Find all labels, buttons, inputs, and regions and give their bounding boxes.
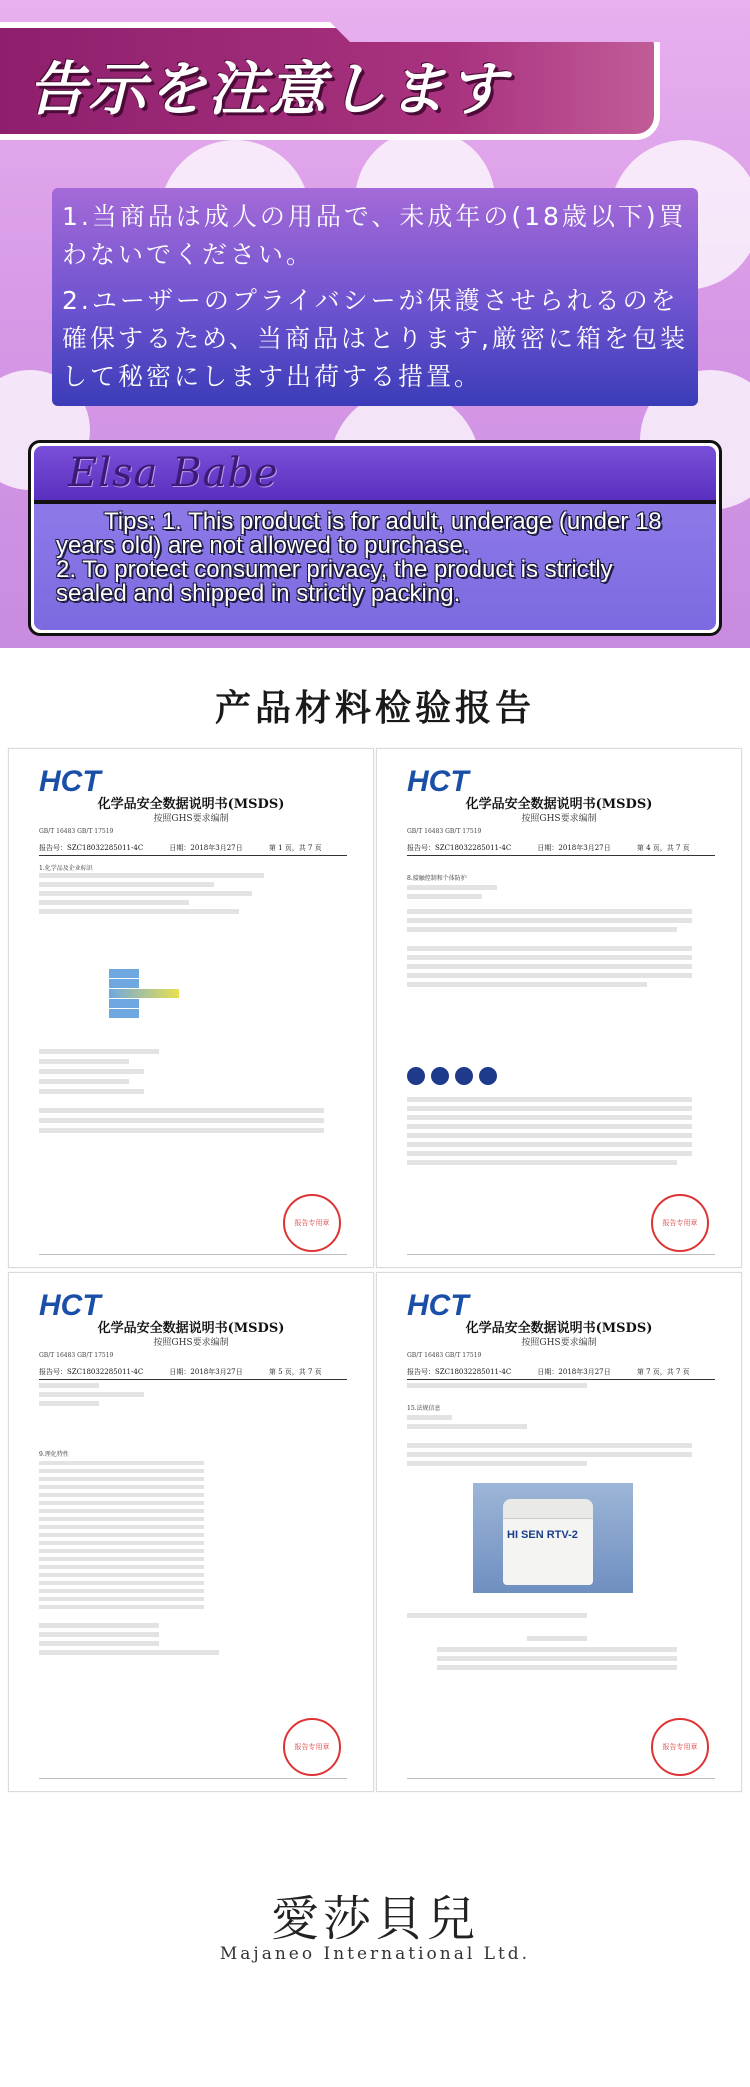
english-tip-line: Tips: 1. This product is for adult, underage (under 18 <box>104 508 662 535</box>
report-meta <box>407 843 715 856</box>
report-page <box>376 1272 742 1792</box>
standard-codes: GB/T 16483 GB/T 17519 <box>39 1352 114 1359</box>
english-tip-line: 2. To protect consumer privacy, the product is strictly <box>56 556 613 583</box>
property-table <box>39 1461 339 1659</box>
report-date: 日期：2018年3月27日 <box>537 844 611 852</box>
standard-codes: GB/T 16483 GB/T 17519 <box>39 828 114 835</box>
text-block <box>407 885 707 991</box>
report-date: 日期：2018年3月27日 <box>169 844 243 852</box>
page-footer <box>407 1254 715 1257</box>
page-footer <box>39 1778 347 1781</box>
page-number: 第 5 页，共 7 页 <box>268 1368 322 1376</box>
ppe-icon <box>431 1067 449 1085</box>
section-heading: 1.化学品及企业标识 <box>39 865 93 872</box>
section-heading: 9.理化特性 <box>39 1451 69 1458</box>
report-meta <box>39 843 347 856</box>
text-block <box>407 1383 707 1392</box>
section-heading: 15.法规信息 <box>407 1405 441 1412</box>
hct-logo: HCT <box>39 765 101 798</box>
brand-logo-text: Elsa Babe <box>68 450 279 496</box>
brand-name-chinese: 愛莎貝兒 <box>270 1891 479 1947</box>
english-notice-body <box>34 504 716 630</box>
report-stamp: 报告专用章 <box>651 1194 709 1252</box>
page-title: 告示を注意します <box>28 55 509 123</box>
brand-name-english: Majaneo International Ltd. <box>219 1944 531 1964</box>
document-title: 化学品安全数据说明书(MSDS) <box>97 797 285 812</box>
english-notice-header <box>34 446 716 504</box>
notice-paragraph-1: 1.当商品は成人の用品で、未成年の(18歳以下)買わないでください。 <box>62 202 687 269</box>
section-heading: 8.接触控制和个体防护 <box>407 875 467 882</box>
sample-jar <box>503 1499 593 1585</box>
hazard-rating-bars <box>109 969 189 1019</box>
jar-label: HI SEN RTV-2 <box>507 1529 578 1541</box>
report-page <box>376 748 742 1268</box>
document-title: 化学品安全数据说明书(MSDS) <box>97 1321 285 1336</box>
report-stamp: 报告专用章 <box>651 1718 709 1776</box>
report-page <box>8 748 374 1268</box>
notice-section <box>0 0 750 648</box>
ppe-icon <box>455 1067 473 1085</box>
hct-logo: HCT <box>407 1289 469 1322</box>
report-date: 日期：2018年3月27日 <box>537 1368 611 1376</box>
document-subtitle: 按照GHS要求编制 <box>521 1338 597 1348</box>
report-stamp: 报告专用章 <box>283 1194 341 1252</box>
document-subtitle: 按照GHS要求编制 <box>153 1338 229 1348</box>
report-number: 报告号：SZC18032285011-4C <box>407 844 512 852</box>
document-title: 化学品安全数据说明书(MSDS) <box>465 797 653 812</box>
report-page <box>8 1272 374 1792</box>
report-number: 报告号：SZC18032285011-4C <box>39 844 144 852</box>
hct-logo: HCT <box>39 1289 101 1322</box>
ppe-icon <box>479 1067 497 1085</box>
english-tip-line: sealed and shipped in strictly packing. <box>56 580 461 607</box>
report-section-title: 产品材料检验报告 <box>214 688 535 729</box>
document-title: 化学品安全数据说明书(MSDS) <box>465 1321 653 1336</box>
document-subtitle: 按照GHS要求编制 <box>153 814 229 824</box>
page-number: 第 7 页，共 7 页 <box>636 1368 690 1376</box>
document-subtitle: 按照GHS要求编制 <box>521 814 597 824</box>
ppe-icon <box>407 1067 425 1085</box>
page-footer <box>39 1254 347 1257</box>
report-stamp: 报告专用章 <box>283 1718 341 1776</box>
page-number: 第 1 页，共 7 页 <box>268 844 322 852</box>
text-block <box>39 1383 339 1410</box>
japanese-notice-box <box>52 188 698 406</box>
report-number: 报告号：SZC18032285011-4C <box>407 1368 512 1376</box>
page-number: 第 4 页，共 7 页 <box>636 844 690 852</box>
english-tip-line: years old) are not allowed to purchase. <box>56 532 470 559</box>
text-block <box>407 1097 707 1169</box>
text-block <box>39 873 289 918</box>
text-block <box>407 1415 707 1470</box>
page-footer <box>407 1778 715 1781</box>
english-notice-box <box>28 440 722 636</box>
notice-paragraph-2: 2.ユーザーのプライバシーが保護させられるのを確保するため、当商品はとります,厳密に箱を包装して秘密にします出荷する措置。 <box>62 286 688 391</box>
product-sample-photo <box>473 1483 633 1593</box>
text-block <box>39 1049 339 1138</box>
report-pages-grid <box>0 748 750 1793</box>
report-date: 日期：2018年3月27日 <box>169 1368 243 1376</box>
hct-logo: HCT <box>407 765 469 798</box>
text-block <box>407 1613 707 1674</box>
standard-codes: GB/T 16483 GB/T 17519 <box>407 828 482 835</box>
report-number: 报告号：SZC18032285011-4C <box>39 1368 144 1376</box>
report-meta <box>39 1367 347 1380</box>
standard-codes: GB/T 16483 GB/T 17519 <box>407 1352 482 1359</box>
report-meta <box>407 1367 715 1380</box>
